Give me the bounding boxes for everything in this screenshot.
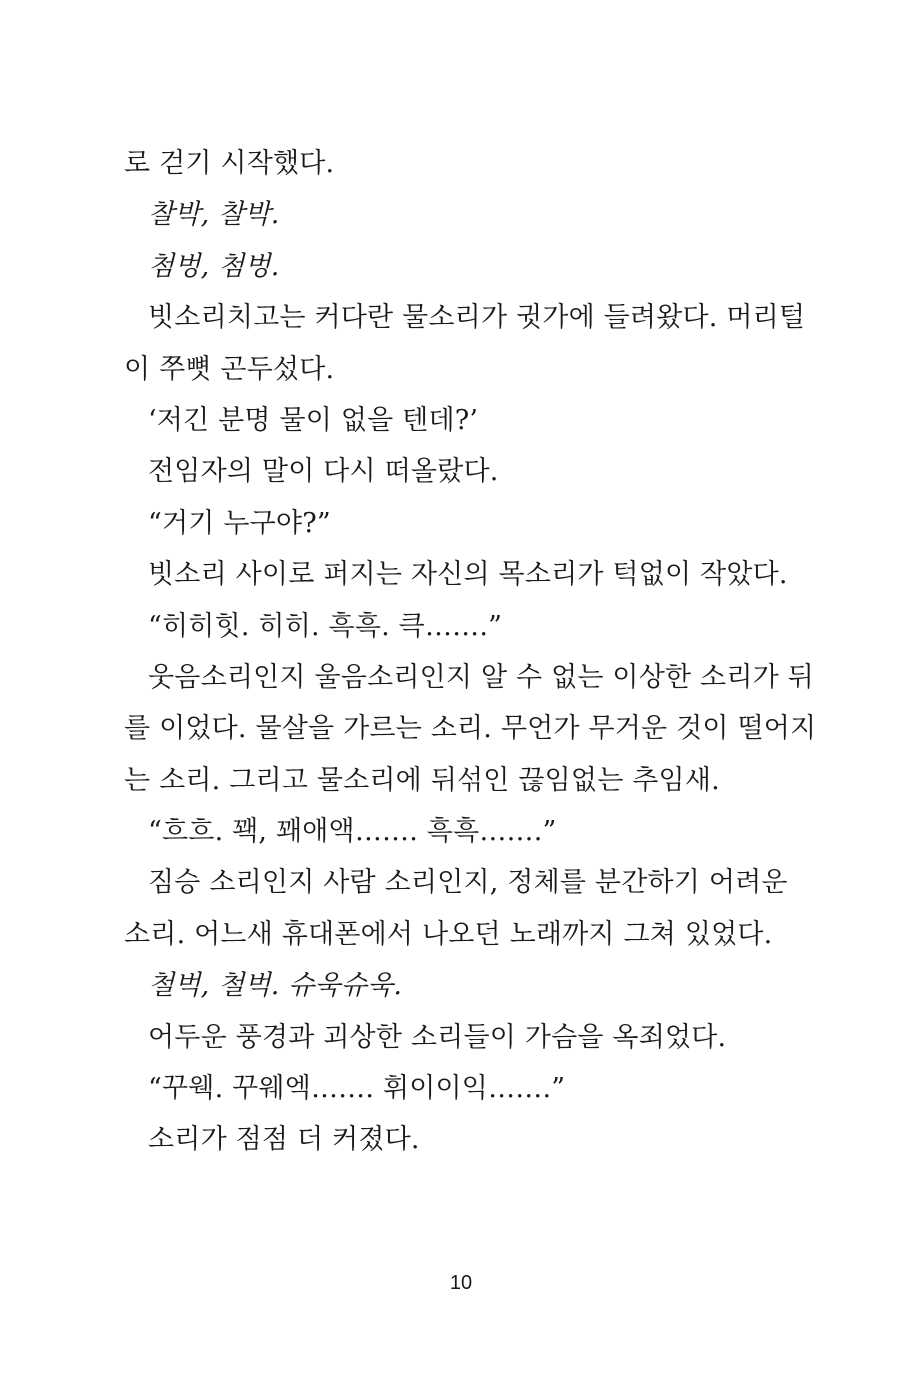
text-line-15: 짐승 소리인지 사람 소리인지, 정체를 분간하기 어려운 xyxy=(148,867,788,899)
text-line-9: 빗소리 사이로 퍼지는 자신의 목소리가 턱없이 작았다. xyxy=(148,559,788,591)
onomatopoeia-line-3: 철벅, 철벅. 슈욱슈욱. xyxy=(148,970,403,1002)
text-line-11: 웃음소리인지 울음소리인지 알 수 없는 이상한 소리가 뒤 xyxy=(148,661,814,693)
dialogue-line-3: “흐흐. 꽥, 꽤애액……. 흑흑…….” xyxy=(148,816,557,848)
dialogue-line-2: “히히힛. 히히. 흑흑. 큭…….” xyxy=(148,610,503,642)
text-line-7: 전임자의 말이 다시 떠올랐다. xyxy=(148,456,499,488)
text-line-20: 소리가 점점 더 커졌다. xyxy=(148,1124,420,1156)
thought-line: ‘저긴 분명 물이 없을 텐데?’ xyxy=(148,404,479,436)
text-line-12: 를 이었다. 물살을 가르는 소리. 무언가 무거운 것이 떨어지 xyxy=(124,713,817,745)
text-line-1: 로 걷기 시작했다. xyxy=(124,148,335,179)
text-line-16: 소리. 어느새 휴대폰에서 나오던 노래까지 그쳐 있었다. xyxy=(124,918,773,950)
onomatopoeia-line-2: 첨벙, 첨벙. xyxy=(148,250,280,282)
text-line-4: 빗소리치고는 커다란 물소리가 귓가에 들려왔다. 머리털 xyxy=(148,302,806,334)
dialogue-line-4: “꾸웩. 꾸웨엑……. 휘이이익…….” xyxy=(148,1073,566,1105)
text-line-18: 어두운 풍경과 괴상한 소리들이 가슴을 옥죄었다. xyxy=(148,1021,727,1053)
onomatopoeia-line-1: 찰박, 찰박. xyxy=(148,199,280,231)
page-number: 10 xyxy=(449,1272,473,1294)
dialogue-line-1: “거기 누구야?” xyxy=(148,507,331,539)
body-text xyxy=(124,138,817,1166)
text-line-5: 이 쭈뼛 곤두섰다. xyxy=(124,353,335,385)
text-line-13: 는 소리. 그리고 물소리에 뒤섞인 끊임없는 추임새. xyxy=(124,764,720,796)
